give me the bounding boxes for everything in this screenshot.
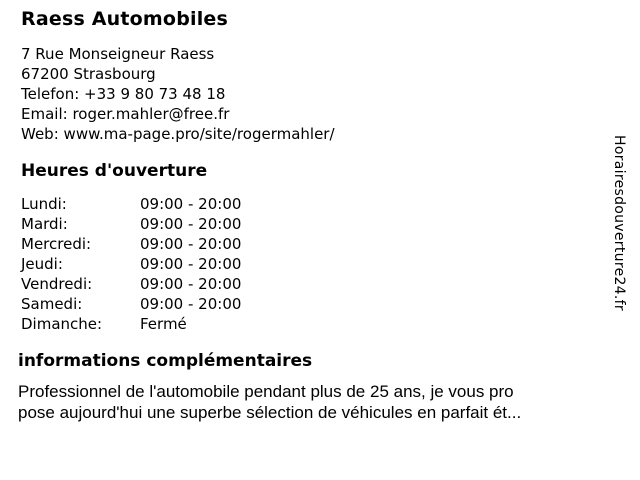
email-label: Email: <box>21 105 68 123</box>
vertical-branding-text: Horairesdouverture24.fr <box>611 135 627 311</box>
phone-label: Telefon: <box>21 85 80 103</box>
hours-row-wednesday <box>21 234 241 254</box>
day-label: Vendredi: <box>21 275 93 293</box>
additional-info-title: informations complémentaires <box>18 351 313 371</box>
web-label: Web: <box>21 125 59 143</box>
info-text-line2: pose aujourd'hui une superbe sélection de véhicules en parfait ét... <box>18 403 522 422</box>
address-line1: 7 Rue Monseigneur Raess <box>21 45 215 63</box>
hours-row-saturday <box>21 294 241 314</box>
info-text-line1: Professionnel de l'automobile pendant plus de 25 ans, je vous pro <box>18 382 514 401</box>
hours-row-monday <box>21 194 241 214</box>
phone-value: +33 9 80 73 48 18 <box>84 85 226 103</box>
day-label: Mercredi: <box>21 235 92 253</box>
hours-row-thursday <box>21 254 241 274</box>
day-label: Dimanche: <box>21 315 103 333</box>
day-label: Mardi: <box>21 215 68 233</box>
hours-table <box>21 194 241 334</box>
web-value: www.ma-page.pro/site/rogermahler/ <box>63 125 335 143</box>
time-value: 09:00 - 20:00 <box>140 235 242 253</box>
time-value: 09:00 - 20:00 <box>140 275 242 293</box>
hours-row-sunday <box>21 314 241 334</box>
time-value: 09:00 - 20:00 <box>140 295 242 313</box>
time-value: 09:00 - 20:00 <box>140 215 242 233</box>
time-value: 09:00 - 20:00 <box>140 255 242 273</box>
hours-title: Heures d'ouverture <box>21 161 208 181</box>
time-value: 09:00 - 20:00 <box>140 195 242 213</box>
email-value: roger.mahler@free.fr <box>72 105 230 123</box>
contact-block <box>21 44 335 144</box>
additional-info-text <box>18 381 521 423</box>
day-label: Samedi: <box>21 295 83 313</box>
day-label: Jeudi: <box>21 255 63 273</box>
hours-row-tuesday <box>21 214 241 234</box>
phone-line <box>21 84 335 104</box>
time-value: Fermé <box>140 315 187 333</box>
day-label: Lundi: <box>21 195 67 213</box>
hours-row-friday <box>21 274 241 294</box>
address-line2: 67200 Strasbourg <box>21 65 156 83</box>
email-line <box>21 104 335 124</box>
business-name: Raess Automobiles <box>21 8 229 30</box>
web-line <box>21 124 335 144</box>
